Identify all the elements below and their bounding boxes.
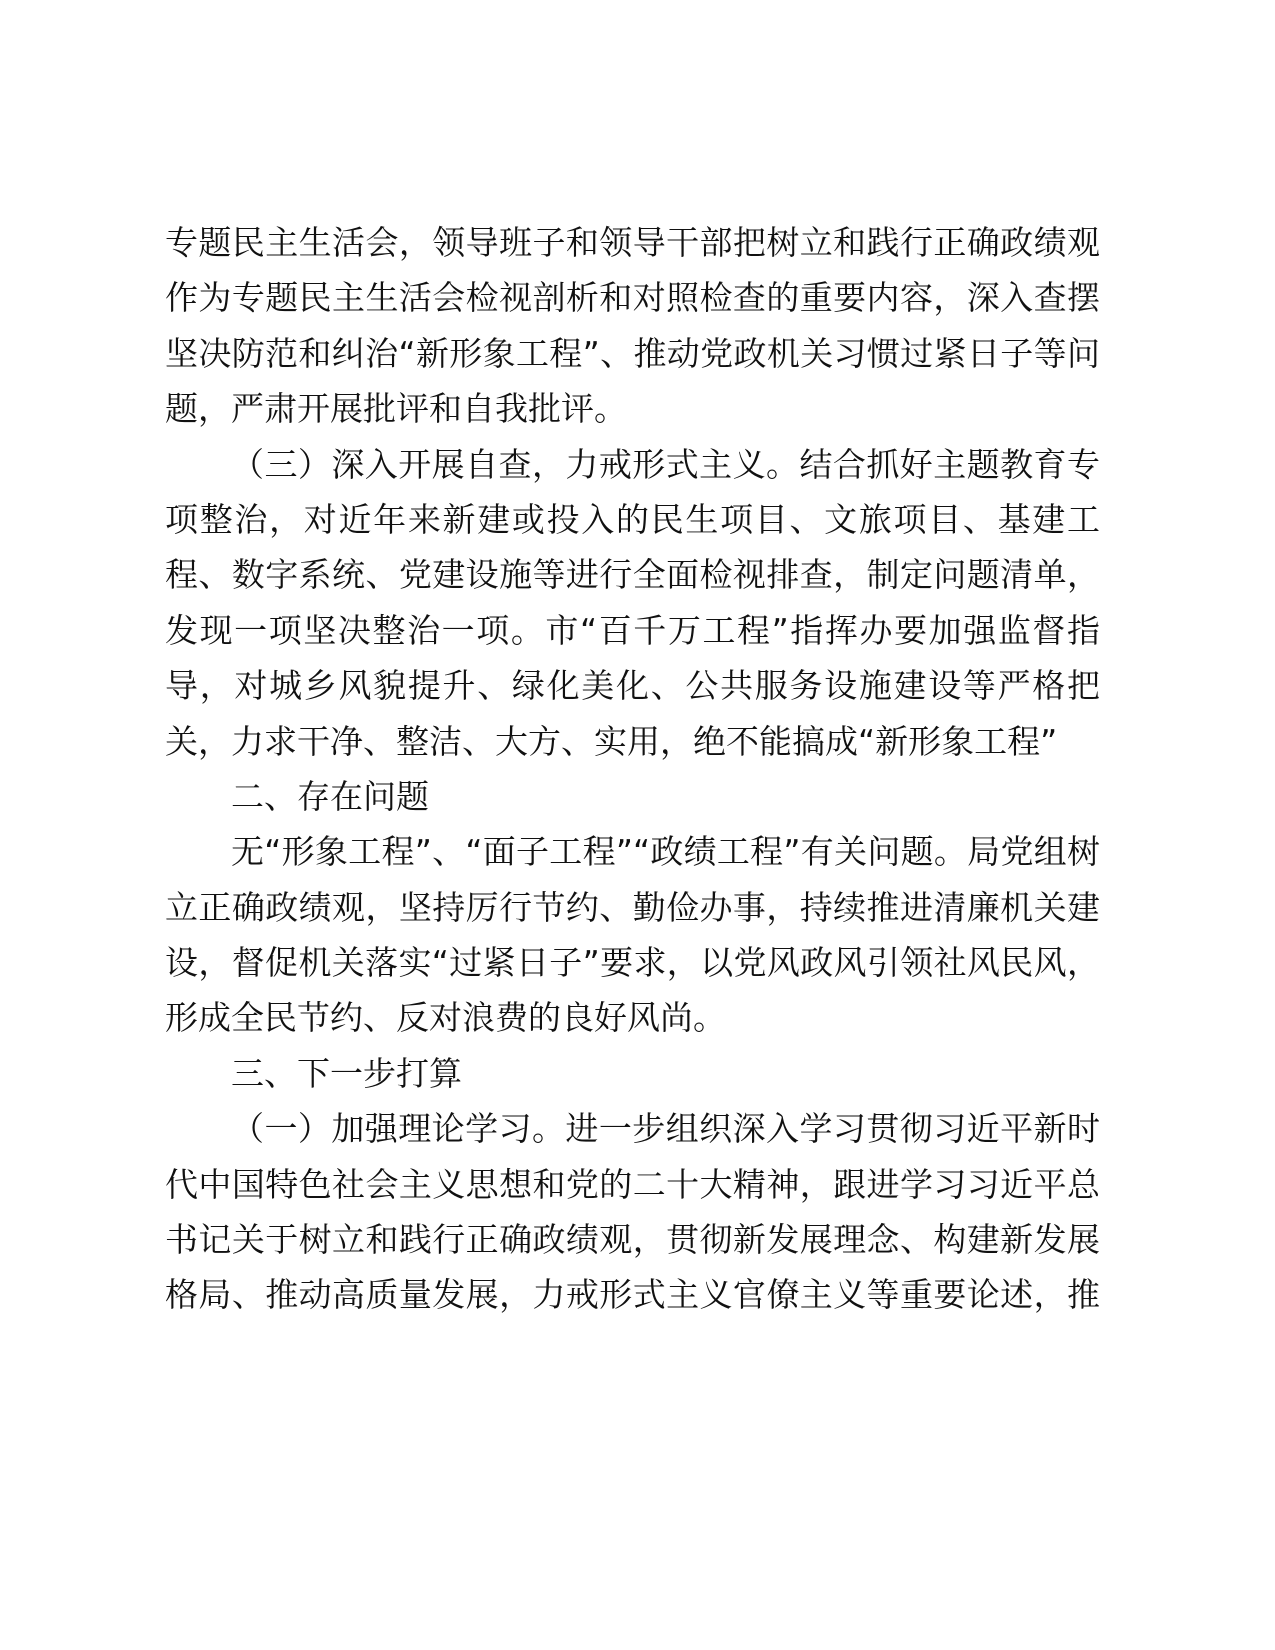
section-heading: 三、下一步打算: [231, 1053, 462, 1093]
body-text-line: 无“形象工程”、“面子工程”“政绩工程”有关问题。局党组树: [231, 832, 1100, 872]
body-text-line: 格局、推动高质量发展，力戒形式主义官僚主义等重要论述，推: [165, 1275, 1100, 1315]
section-heading-line: （三）深入开展自查，力戒形式主义。结合抓好主题教育专: [231, 444, 1100, 484]
body-text-line: 题，严肃开展批评和自我批评。: [165, 389, 627, 429]
body-text-line: 导，对城乡风貌提升、绿化美化、公共服务设施建设等严格把: [165, 666, 1100, 706]
section-heading-line: （一）加强理论学习。进一步组织深入学习贯彻习近平新时: [231, 1109, 1100, 1149]
document-body: [165, 215, 1100, 1323]
body-text-line: 代中国特色社会主义思想和党的二十大精神，跟进学习习近平总: [165, 1164, 1100, 1204]
section-heading: 二、存在问题: [231, 776, 429, 816]
body-text-line: 形成全民节约、反对浪费的良好风尚。: [165, 998, 726, 1038]
body-text-line: 专题民主生活会，领导班子和领导干部把树立和践行正确政绩观: [165, 223, 1100, 262]
body-text-line: 发现一项坚决整治一项。市“百千万工程”指挥办要加强监督指: [165, 610, 1100, 650]
body-text-line: 坚决防范和纠治“新形象工程”、推动党政机关习惯过紧日子等问: [165, 333, 1100, 373]
body-text-line: 书记关于树立和践行正确政绩观，贯彻新发展理念、构建新发展: [165, 1220, 1100, 1260]
body-text-line: 关，力求干净、整洁、大方、实用，绝不能搞成“新形象工程”: [165, 721, 1058, 761]
body-text-line: 项整治，对近年来新建或投入的民生项目、文旅项目、基建工: [165, 499, 1100, 539]
body-text-line: 立正确政绩观，坚持厉行节约、勤俭办事，持续推进清廉机关建: [165, 887, 1100, 927]
body-text-line: 作为专题民主生活会检视剖析和对照检查的重要内容，深入查摆: [165, 278, 1100, 318]
body-text-line: 程、数字系统、党建设施等进行全面检视排查，制定问题清单，: [165, 555, 1100, 595]
body-text-line: 设，督促机关落实“过紧日子”要求，以党风政风引领社风民风，: [165, 943, 1100, 983]
